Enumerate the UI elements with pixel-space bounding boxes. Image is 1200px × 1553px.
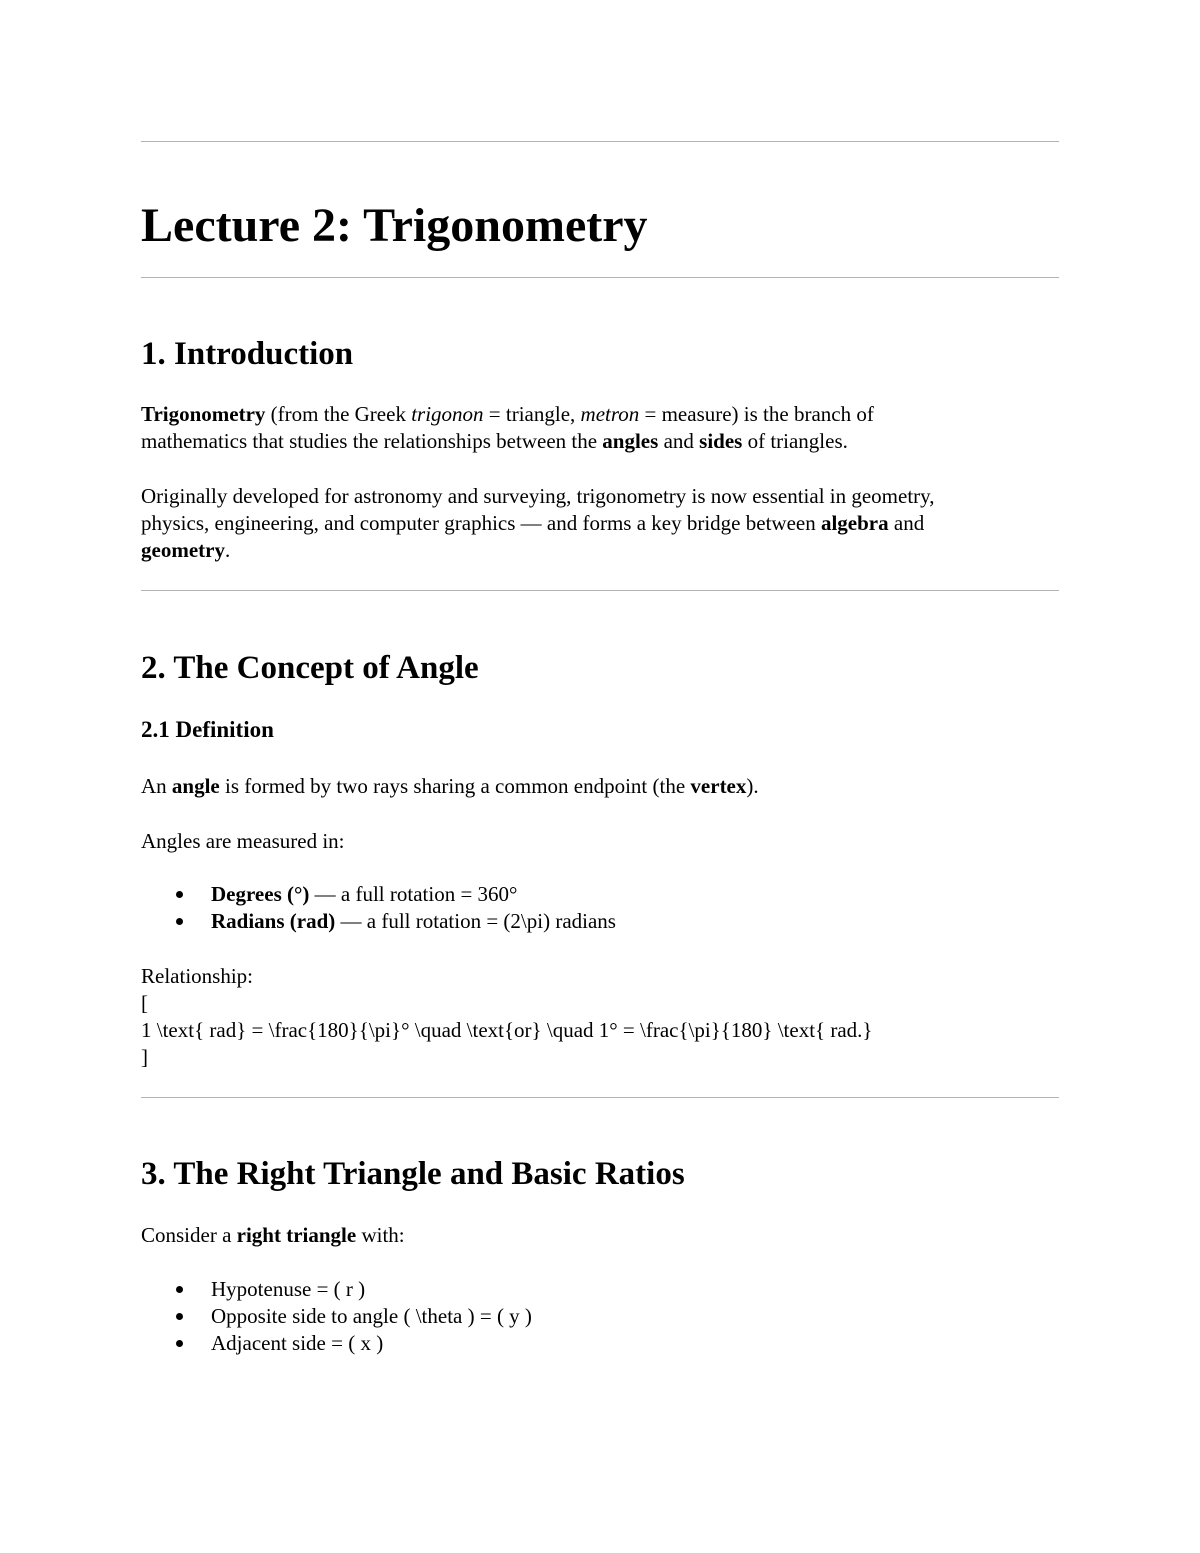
page-title: Lecture 2: Trigonometry	[141, 199, 648, 252]
intro-p2-line-2: physics, engineering, and computer graphics — and forms a key bridge between algebra and	[141, 511, 925, 535]
bullet-icon	[176, 1286, 183, 1293]
relationship-formula: 1 \text{ rad} = \frac{180}{\pi}° \quad \text{or} \quad 1° = \frac{\pi}{180} \text{ rad.}	[141, 1018, 873, 1042]
list-item: Opposite side to angle ( \theta ) = ( y )	[141, 1303, 532, 1330]
section-divider-2	[141, 1097, 1059, 1098]
section-heading-angle: 2. The Concept of Angle	[141, 650, 479, 686]
greek-trigonon: trigonon	[411, 402, 484, 426]
term-angle: angle	[171, 774, 220, 798]
relationship-label: Relationship:	[141, 964, 253, 988]
term-vertex: vertex	[690, 774, 747, 798]
triangle-sides-list	[141, 1276, 532, 1357]
term-trigonometry: Trigonometry	[141, 402, 266, 426]
section-heading-right-triangle: 3. The Right Triangle and Basic Ratios	[141, 1156, 685, 1192]
consider-right-triangle: Consider a right triangle with:	[141, 1223, 405, 1247]
intro-p1-line-1: Trigonometry (from the Greek trigonon = triangle, metron = measure) is the branch of	[141, 402, 874, 426]
term-angles: angles	[602, 429, 659, 453]
intro-p2-line-1: Originally developed for astronomy and surveying, trigonometry is now essential in geometry,	[141, 484, 935, 508]
title-divider	[141, 277, 1059, 278]
subsection-heading-definition: 2.1 Definition	[141, 717, 274, 742]
section-divider-1	[141, 590, 1059, 591]
angle-definition: An angle is formed by two rays sharing a common endpoint (the vertex).	[141, 774, 759, 798]
top-divider	[141, 141, 1059, 142]
greek-metron: metron	[580, 402, 640, 426]
angle-units-list	[141, 881, 616, 935]
relationship-block	[141, 963, 1059, 1071]
section-heading-introduction: 1. Introduction	[141, 336, 354, 372]
list-item: Radians (rad) — a full rotation = (2\pi) radians	[141, 908, 616, 935]
intro-paragraph-2	[141, 483, 1059, 564]
formula-open-bracket: [	[141, 991, 148, 1015]
term-right-triangle: right triangle	[236, 1223, 357, 1247]
intro-p1-line-2: mathematics that studies the relationships between the angles and sides of triangles.	[141, 429, 848, 453]
angles-measured-in: Angles are measured in:	[141, 829, 345, 853]
bullet-icon	[176, 1340, 183, 1347]
term-geometry: geometry	[141, 538, 225, 562]
formula-close-bracket: ]	[141, 1045, 148, 1069]
intro-paragraph-1	[141, 401, 1059, 455]
bullet-icon	[176, 891, 183, 898]
list-item: Degrees (°) — a full rotation = 360°	[141, 881, 616, 908]
term-sides: sides	[699, 429, 743, 453]
term-algebra: algebra	[820, 511, 889, 535]
list-item: Hypotenuse = ( r )	[141, 1276, 532, 1303]
list-item: Adjacent side = ( x )	[141, 1330, 532, 1357]
bullet-icon	[176, 918, 183, 925]
bullet-icon	[176, 1313, 183, 1320]
intro-p2-line-3: geometry.	[141, 538, 231, 562]
